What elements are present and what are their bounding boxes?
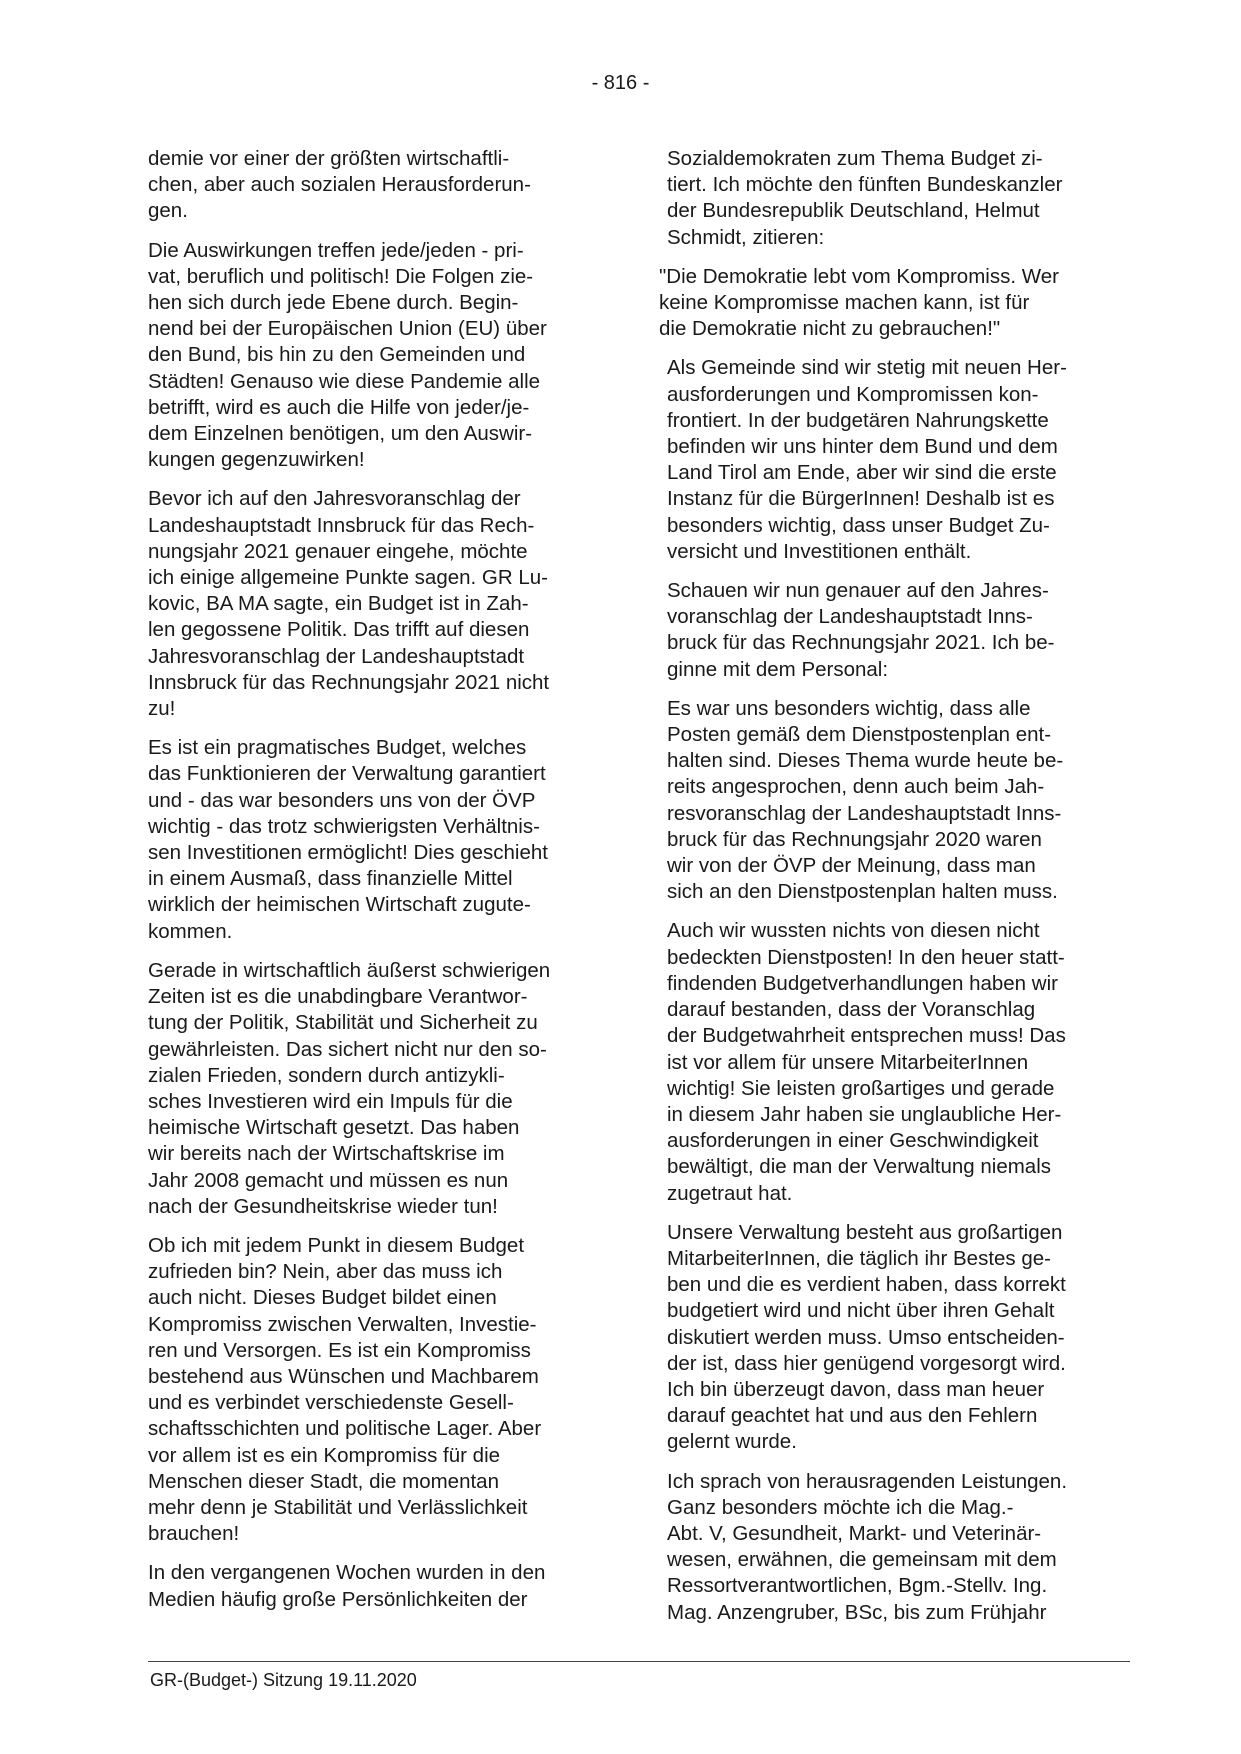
paragraph: Als Gemeinde sind wir stetig mit neuen Her- ausforderungen und Kompromissen kon- frontiert. In der budgetären Nahrungskette befinden wir uns hinter dem Bund und dem Land Tirol am Ende, aber wir sind die erste Instanz für die BürgerInnen! Deshalb ist es besonders wichtig, dass unser Budget Zu- versicht und Investitionen enthält. (667, 356, 1067, 563)
right-column (659, 146, 1127, 1639)
footer-divider (148, 1661, 1130, 1662)
paragraph: Auch wir wussten nichts von diesen nicht bedeckten Dienstposten! In den heuer statt- findenden Budgetverhandlungen haben wir darauf bestanden, dass der Voranschlag der Budgetwahrheit entsprechen muss! Das ist vor allem für unsere MitarbeiterInnen wichtig! Sie leisten großartiges und gerade in diesem Jahr haben sie unglaubliche Her- ausforderungen in einer Geschwindigkeit bewältigt, die man der Verwaltung niemals zugetraut hat. (667, 919, 1066, 1205)
paragraph: Gerade in wirtschaftlich äußerst schwierigen Zeiten ist es die unabdingbare Verantwor- tung der Politik, Stabilität und Sicherheit zu gewährleisten. Das sichert nicht nur den so- zialen Frieden, sondern durch antizykli- sches Investieren wird ein Impuls für die heimische Wirtschaft gesetzt. Das haben wir bereits nach der Wirtschaftskrise im Jahr 2008 gemacht und müssen es nun nach der Gesundheitskrise wieder tun! (148, 958, 551, 1218)
paragraph: Es war uns besonders wichtig, dass alle Posten gemäß dem Dienstpostenplan ent- halten sind. Dieses Thema wurde heute be- reits angesprochen, denn auch beim Jah- resvoranschlag der Landeshauptstadt Inns- bruck für das Rechnungsjahr 2020 waren wir von der ÖVP der Meinung, dass man sich an den Dienstpostenplan halten muss. (667, 696, 1064, 904)
paragraph: Unsere Verwaltung besteht aus großartigen MitarbeiterInnen, die täglich ihr Bestes ge- ben und die es verdient haben, dass korrekt budgetiert wird und nicht über ihren Gehalt diskutiert werden muss. Umso entscheiden- der ist, dass hier genügend vorgesorgt wird. Ich bin überzeugt davon, dass man heuer darauf geachtet hat und aus den Fehlern gelernt wurde. (667, 1220, 1066, 1454)
paragraph: Sozialdemokraten zum Thema Budget zi- tiert. Ich möchte den fünften Bundeskanzler der Bundesrepublik Deutschland, Helmut Schmidt, zitieren: (667, 147, 1063, 249)
paragraph: Es ist ein pragmatisches Budget, welches das Funktionieren der Verwaltung garantiert und - das war besonders uns von der ÖVP wichtig - das trotz schwierigsten Verhältnis- sen Investitionen ermöglicht! Dies geschieht in einem Ausmaß, dass finanzielle Mittel wirklich der heimischen Wirtschaft zugute- kommen. (148, 736, 548, 943)
quote-paragraph: "Die Demokratie lebt vom Kompromiss. Wer keine Kompromisse machen kann, ist für die Demokratie nicht zu gebrauchen!" (659, 264, 1059, 341)
page-number: - 816 - (591, 72, 650, 94)
paragraph: Ich sprach von herausragenden Leistungen. Ganz besonders möchte ich die Mag.- Abt. V, Gesundheit, Markt- und Veterinär- wesen, erwähnen, die gemeinsam mit dem Ressortverantwortlichen, Bgm.-Stellv. Ing. Mag. Anzengruber, BSc, bis zum Frühjahr (667, 1469, 1068, 1624)
left-column (148, 146, 600, 1626)
paragraph: Schauen wir nun genauer auf den Jahres- voranschlag der Landeshauptstadt Inns- bruck für das Rechnungsjahr 2021. Ich be- ginne mit dem Personal: (667, 579, 1055, 681)
footer-text: GR-(Budget-) Sitzung 19.11.2020 (150, 1670, 417, 1690)
paragraph: Bevor ich auf den Jahresvoranschlag der Landeshauptstadt Innsbruck für das Rech- nungsjahr 2021 genauer eingehe, möchte ich einige allgemeine Punkte sagen. GR Lu- kovic, BA MA sagte, ein Budget ist in Zah- len gegossene Politik. Das trifft auf diesen Jahresvoranschlag der Landeshauptstadt Innsbruck für das Rechnungsjahr 2021 nicht zu! (148, 487, 550, 721)
paragraph: In den vergangenen Wochen wurden in den Medien häufig große Persönlichkeiten der (148, 1561, 546, 1611)
paragraph: Die Auswirkungen treffen jede/jeden - pri- vat, beruflich und politisch! Die Folgen zie- hen sich durch jede Ebene durch. Begin- nend bei der Europäischen Union (EU) über den Bund, bis hin zu den Gemeinden und Städten! Genauso wie diese Pandemie alle betrifft, wird es auch die Hilfe von jeder/je- dem Einzelnen benötigen, um den Auswir- kungen gegenzuwirken! (148, 238, 547, 472)
paragraph: demie vor einer der größten wirtschaftli- chen, aber auch sozialen Herausforderun- gen. (148, 147, 531, 223)
paragraph: Ob ich mit jedem Punkt in diesem Budget zufrieden bin? Nein, aber das muss ich auch nicht. Dieses Budget bildet einen Kompromiss zwischen Verwalten, Investie- ren und Versorgen. Es ist ein Kompromiss bestehend aus Wünschen und Machbarem und es verbindet verschiedenste Gesell- schaftsschichten und politische Lager. Aber vor allem ist es ein Kompromiss für die Menschen dieser Stadt, die momentan mehr denn je Stabilität und Verlässlichkeit brauchen! (148, 1233, 542, 1546)
